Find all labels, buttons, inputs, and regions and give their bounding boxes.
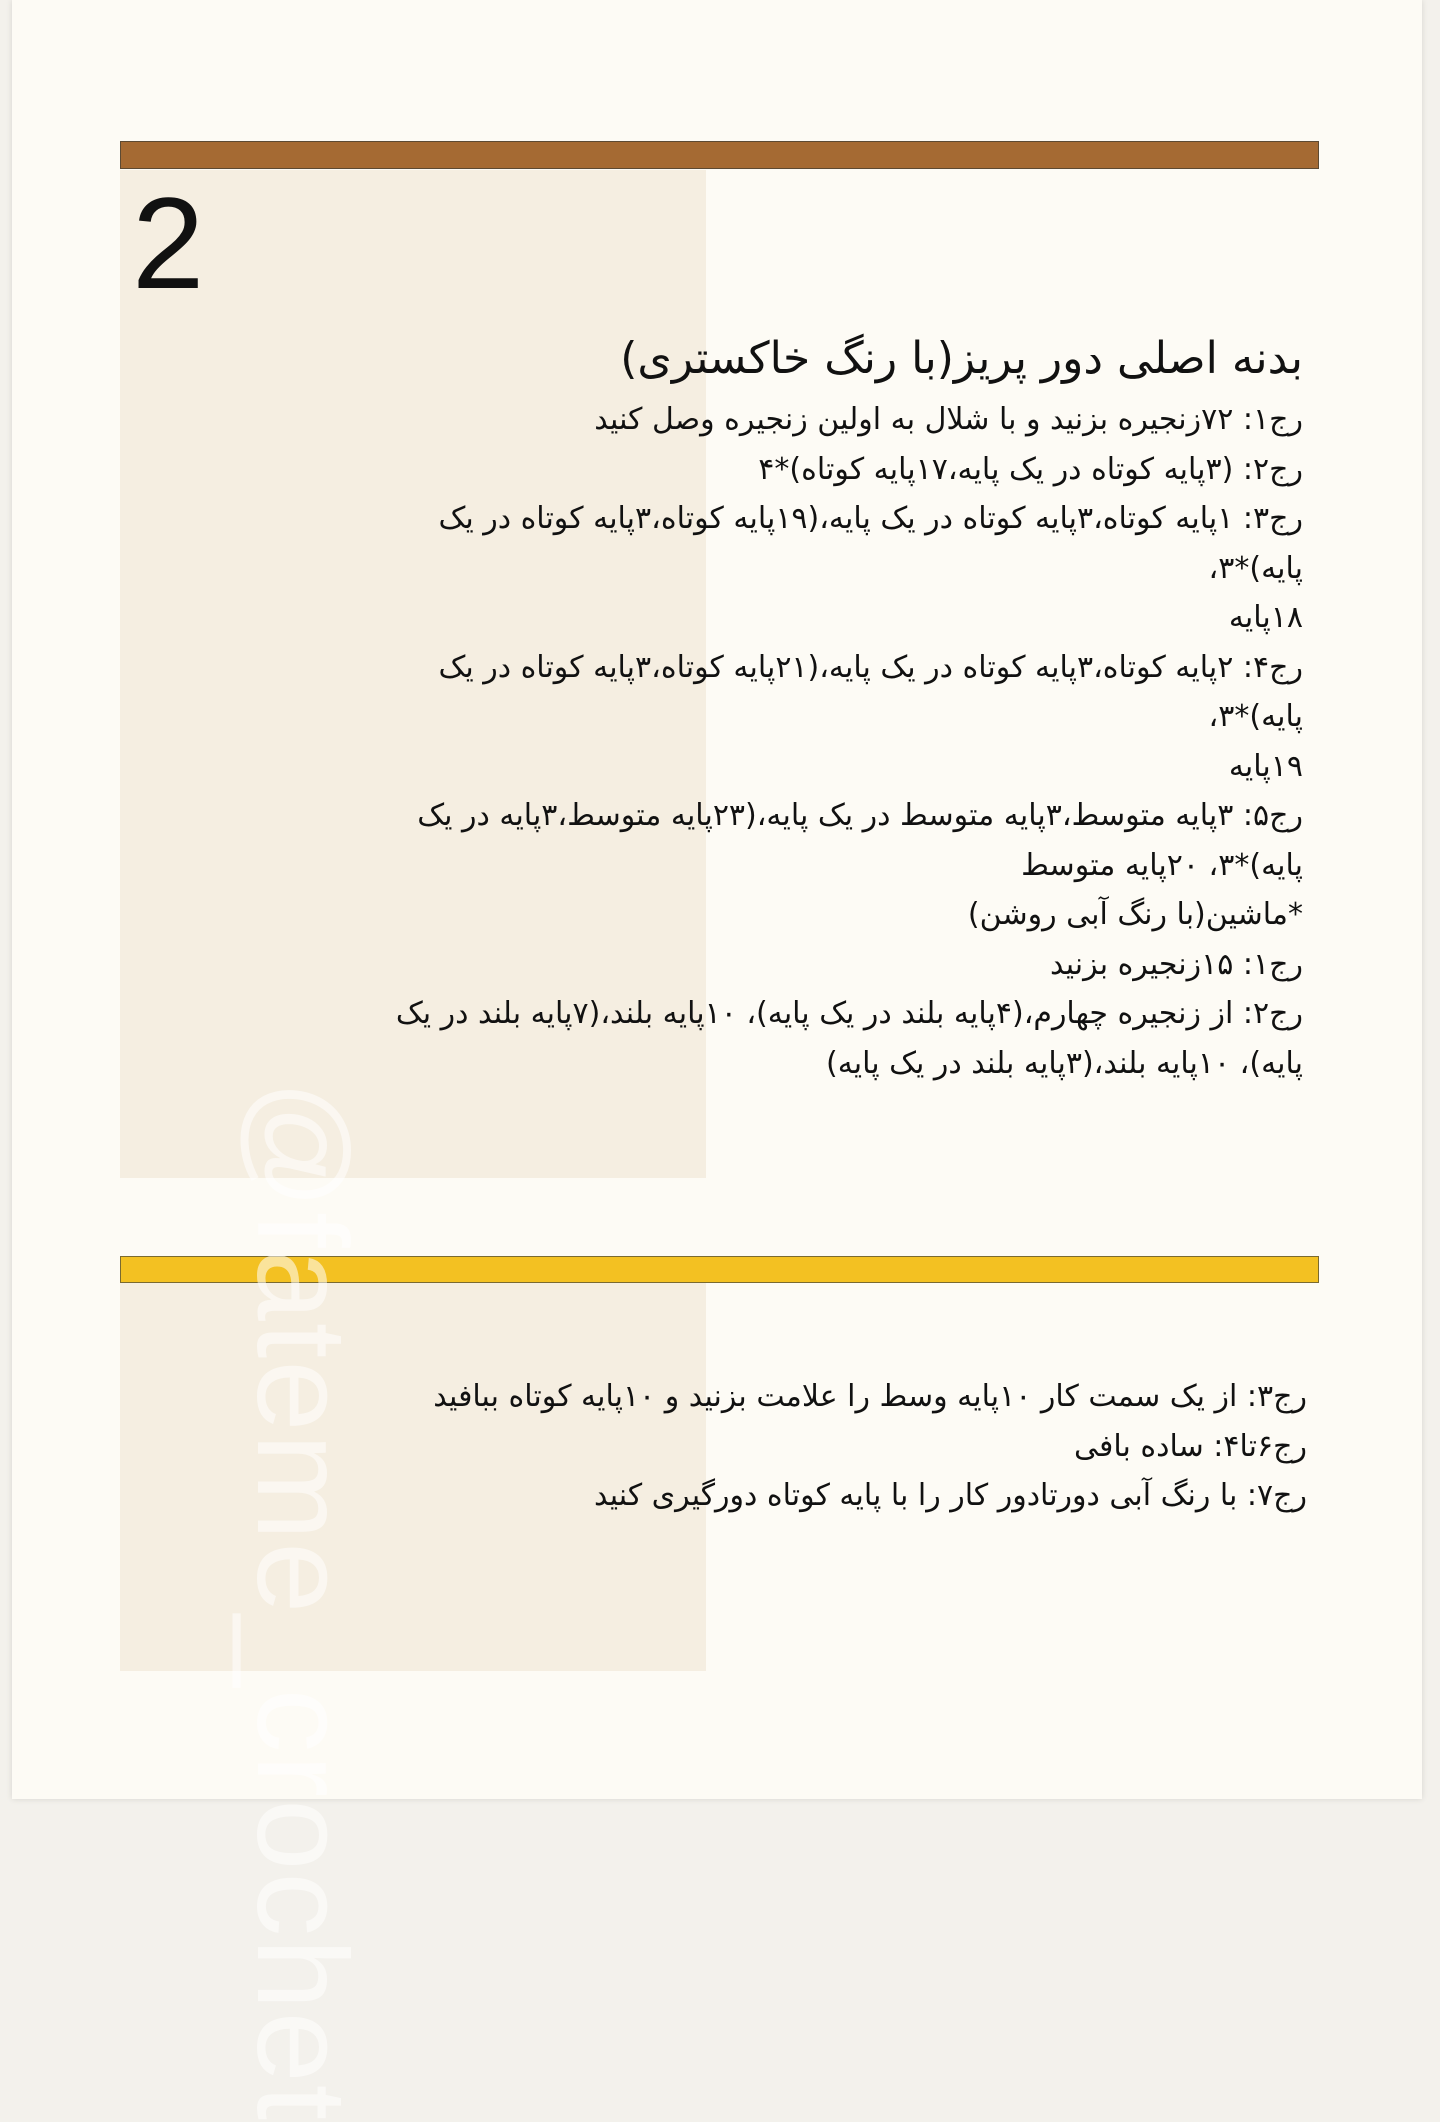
page-number: 2	[132, 170, 205, 316]
instruction-line: رج۷: با رنگ آبی دورتادور کار را با پایه کوتاه دورگیری کنید	[594, 1478, 1307, 1513]
instruction-line: ۱۹پایه	[1228, 748, 1303, 784]
instruction-line: رج۲: از زنجیره چهارم،(۴پایه بلند در یک پایه)، ۱۰پایه بلند،(۷پایه بلند در یک	[395, 996, 1303, 1031]
instruction-line: رج۲: (۳پایه کوتاه در یک پایه،۱۷پایه کوتاه)*۴	[758, 451, 1303, 487]
instruction-line: ۱۸پایه	[1228, 600, 1303, 635]
instruction-line: رج۶تا۴: ساده بافی	[1074, 1428, 1307, 1464]
instruction-line: رج۵: ۳پایه متوسط،۳پایه متوسط در یک پایه،(۲۳پایه متوسط،۳پایه در یک	[417, 798, 1303, 833]
watermark-text: @fateme_crochet	[230, 1080, 373, 2122]
instruction-line: پایه)*۳، ۲۰پایه متوسط	[1021, 847, 1303, 883]
section-instructions-main	[193, 323, 1303, 1088]
section-heading: بدنه اصلی دور پریز(با رنگ خاکستری)	[620, 333, 1303, 384]
instruction-line: رج۴: ۲پایه کوتاه،۳پایه کوتاه در یک پایه،(۲۱پایه کوتاه،۳پایه کوتاه در یک	[438, 649, 1303, 685]
instruction-line: پایه)*۳،	[1208, 550, 1303, 586]
instruction-line: *ماشین(با رنگ آبی روشن)	[967, 897, 1303, 932]
section-instructions-continued	[197, 1372, 1307, 1521]
instruction-line: رج۳: ۱پایه کوتاه،۳پایه کوتاه در یک پایه،(۱۹پایه کوتاه،۳پایه کوتاه در یک	[438, 501, 1303, 536]
top-divider-bar	[120, 141, 1319, 169]
instruction-line: پایه)، ۱۰پایه بلند،(۳پایه بلند در یک پایه)	[826, 1045, 1303, 1081]
instruction-line: پایه)*۳،	[1208, 699, 1303, 734]
instruction-line: رج۳: از یک سمت کار ۱۰پایه وسط را علامت بزنید و ۱۰پایه کوتاه ببافید	[433, 1379, 1307, 1414]
middle-divider-bar	[120, 1256, 1319, 1283]
instruction-line: رج۱: ۱۵زنجیره بزنید	[1050, 946, 1303, 982]
instruction-line: رج۱: ۷۲زنجیره بزنید و با شلال به اولین زنجیره وصل کنید	[594, 402, 1303, 437]
